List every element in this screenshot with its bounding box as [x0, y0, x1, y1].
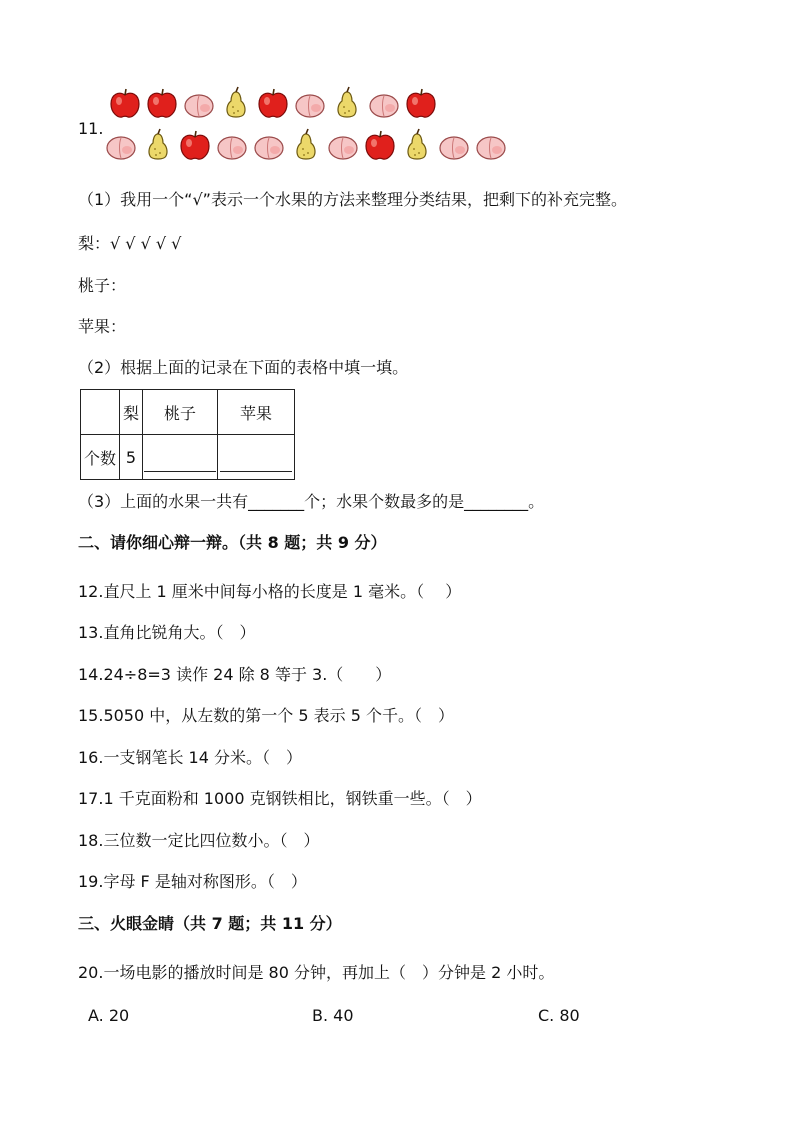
- fruit-row-bottom: [104, 128, 514, 164]
- peach-icon: [367, 86, 401, 120]
- peach-icon: [474, 128, 508, 162]
- question-11-part3: （3）上面的水果一共有_______个；水果个数最多的是________。: [78, 492, 545, 511]
- apple-icon: [145, 86, 179, 120]
- table-peach-blank[interactable]: [143, 435, 218, 480]
- peach-icon: [326, 128, 360, 162]
- peach-icon: [215, 128, 249, 162]
- pear-icon: [330, 86, 364, 120]
- table-header-row: [81, 390, 295, 435]
- table-pear-count: 5: [120, 435, 143, 480]
- table-row-label: 个数: [81, 435, 120, 480]
- apple-answer-blank[interactable]: [220, 455, 292, 472]
- fruit-count-table: [80, 389, 295, 480]
- table-header-pear: 梨: [120, 390, 143, 435]
- pear-tally-line: 梨：√ √ √ √ √: [78, 234, 182, 253]
- apple-icon: [256, 86, 290, 120]
- question-13: 13.直角比锐角大。（ ）: [78, 623, 256, 642]
- table-header-apple: 苹果: [218, 390, 295, 435]
- question-11-part2: （2）根据上面的记录在下面的表格中填一填。: [78, 358, 409, 377]
- peach-icon: [104, 128, 138, 162]
- pear-icon: [289, 128, 323, 162]
- pear-icon: [141, 128, 175, 162]
- apple-icon: [178, 128, 212, 162]
- question-20: 20.一场电影的播放时间是 80 分钟，再加上（ ）分钟是 2 小时。: [78, 963, 555, 982]
- option-c[interactable]: C. 80: [538, 1006, 580, 1025]
- question-11-part1: （1）我用一个“√”表示一个水果的方法来整理分类结果，把剩下的补充完整。: [78, 190, 627, 209]
- option-a[interactable]: A. 20: [88, 1006, 130, 1025]
- question-15: 15.5050 中，从左数的第一个 5 表示 5 个千。（ ）: [78, 706, 454, 725]
- section-2-heading: 二、请你细心辩一辩。（共 8 题；共 9 分）: [78, 533, 387, 552]
- question-14: 14.24÷8=3 读作 24 除 8 等于 3.（ ）: [78, 665, 392, 684]
- peach-answer-blank[interactable]: [144, 455, 216, 472]
- question-16: 16.一支钢笔长 14 分米。（ ）: [78, 748, 302, 767]
- table-header-peach: 桃子: [143, 390, 218, 435]
- pear-icon: [400, 128, 434, 162]
- apple-icon: [363, 128, 397, 162]
- fruit-picture: [104, 86, 514, 166]
- table-header-empty: [81, 390, 120, 435]
- apple-icon: [108, 86, 142, 120]
- apple-icon: [404, 86, 438, 120]
- option-b[interactable]: B. 40: [312, 1006, 354, 1025]
- question-19: 19.字母 F 是轴对称图形。（ ）: [78, 872, 307, 891]
- fruit-row-top: [104, 86, 514, 122]
- peach-icon: [252, 128, 286, 162]
- question-12: 12.直尺上 1 厘米中间每小格的长度是 1 毫米。（ ）: [78, 582, 462, 601]
- peach-icon: [437, 128, 471, 162]
- peach-icon: [293, 86, 327, 120]
- question-18: 18.三位数一定比四位数小。（ ）: [78, 831, 320, 850]
- table-apple-blank[interactable]: [218, 435, 295, 480]
- question-11-number: 11.: [78, 119, 104, 138]
- peach-icon: [182, 86, 216, 120]
- apple-tally-line: 苹果：: [78, 317, 127, 336]
- section-3-heading: 三、火眼金睛（共 7 题；共 11 分）: [78, 914, 342, 933]
- pear-icon: [219, 86, 253, 120]
- peach-tally-line: 桃子：: [78, 276, 127, 295]
- question-17: 17.1 千克面粉和 1000 克钢铁相比，钢铁重一些。（ ）: [78, 789, 482, 808]
- table-count-row: [81, 435, 295, 480]
